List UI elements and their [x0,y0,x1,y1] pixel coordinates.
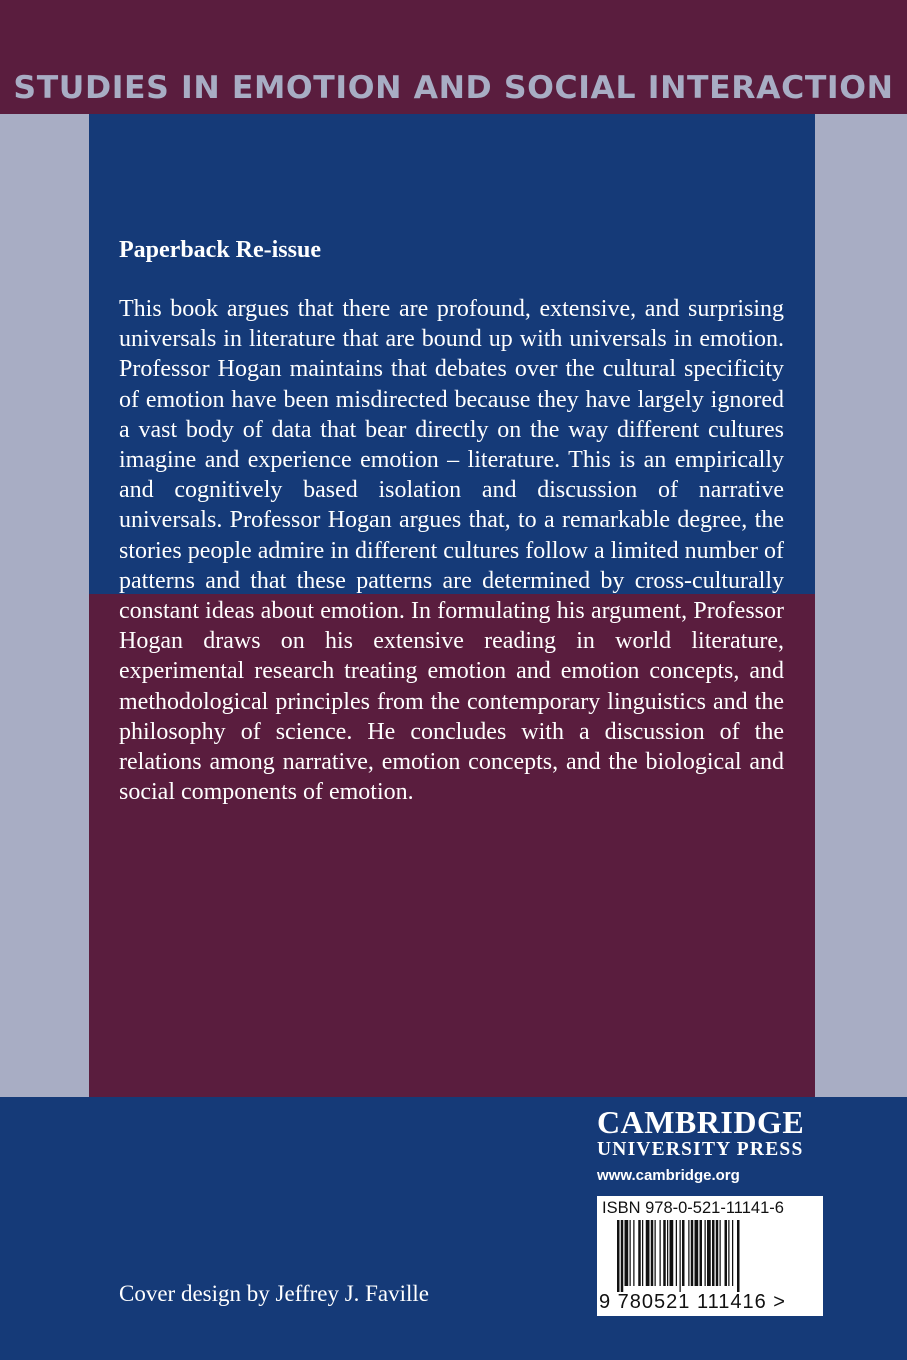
publisher-name: CAMBRIDGE [597,1104,805,1140]
publisher-logo [597,1105,827,1187]
book-description: This book argues that there are profound, extensive, and surprising universals in literature that are bound up with universals in emotion. Professor Hogan maintains that debates over the cultural specificity of emotion have been misdirected because they have largely ignored a vast body of data that bear directly on the way different cultures imagine and experience emotion – literature. This is an empirically and cognitively based isolation and discussion of narrative universals. Professor Hogan argues that, to a remarkable degree, the stories people admire in different cultures follow a limited number of patterns and that these patterns are determined by cross-culturally constant ideas about emotion. In formulating his argument, Professor Hogan draws on his extensive reading in world literature, experimental research treating emotion and emotion concepts, and methodological principles from the contemporary linguistics and the philosophy of science. He concludes with a discussion of the relations among narrative, emotion concepts, and the biological and social components of emotion. [119,296,784,806]
series-title: STUDIES IN EMOTION AND SOCIAL INTERACTION [13,70,894,106]
cover-credit: Cover design by Jeffrey J. Faville [119,1281,430,1306]
barcode-icon [617,1220,803,1292]
barcode-digits: 9 780521 111416 > [599,1291,786,1313]
publisher-subname: UNIVERSITY PRESS [597,1139,804,1160]
left-border [0,114,89,1097]
reissue-heading: Paperback Re-issue [119,237,321,263]
isbn-label: ISBN 978-0-521-11141-6 [602,1199,784,1217]
barcode-box [597,1196,823,1316]
back-cover-content [119,234,784,807]
right-border [815,114,907,1097]
publisher-url: www.cambridge.org [597,1167,740,1184]
